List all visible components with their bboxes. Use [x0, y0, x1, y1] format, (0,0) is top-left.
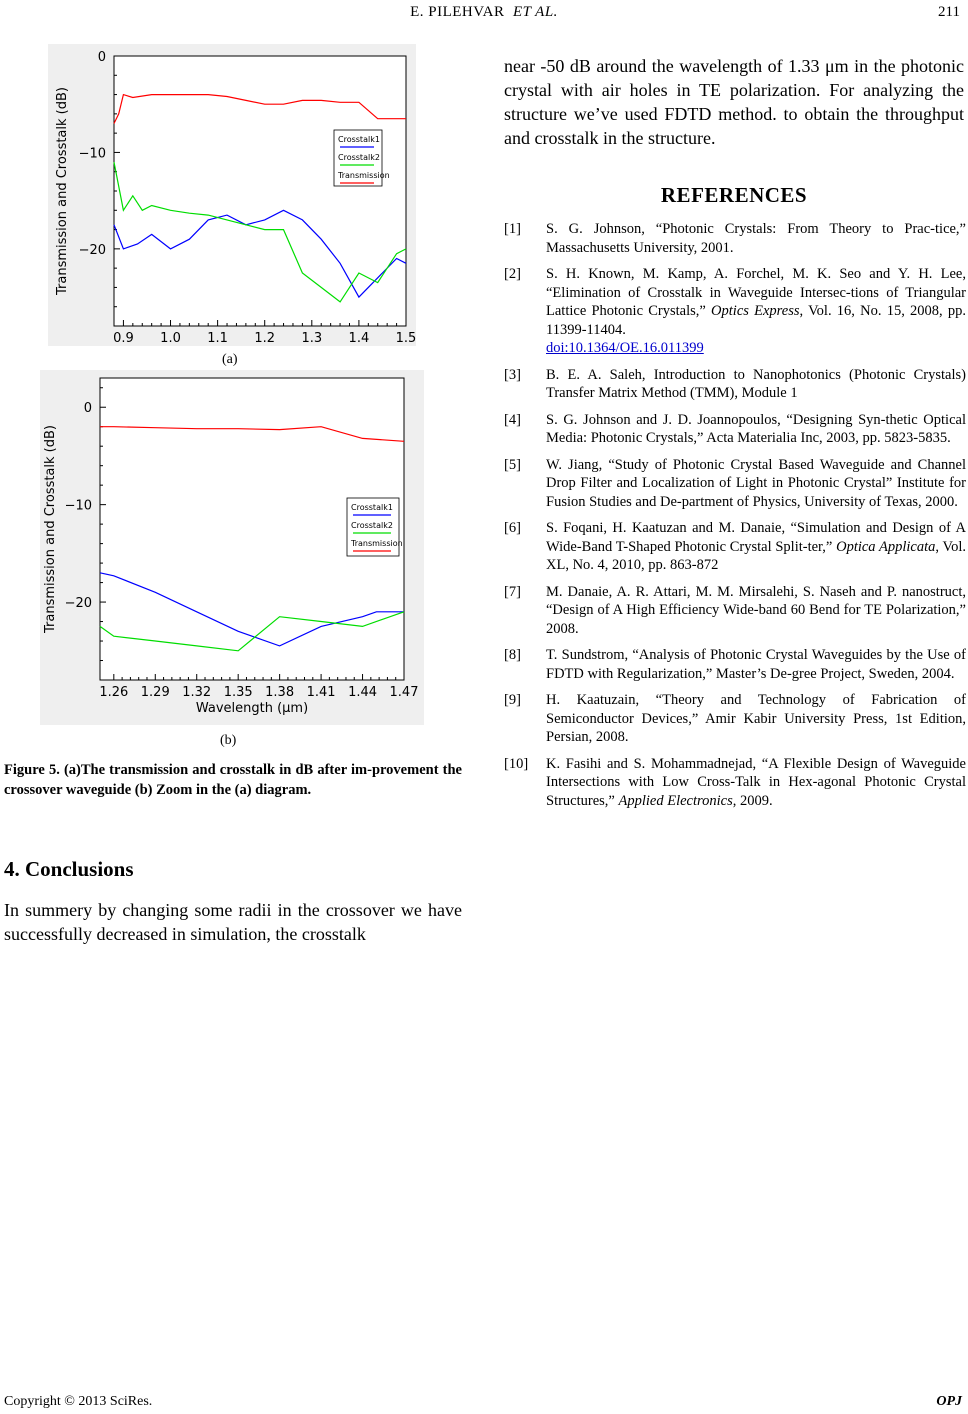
x-tick-label: 1.41	[306, 685, 336, 700]
y-tick-label: −10	[78, 146, 106, 162]
x-tick-label: 1.29	[140, 685, 170, 700]
reference-number: [1]	[504, 221, 521, 237]
reference-text: W. Jiang, “Study of Photonic Crystal Based Waveguide and Channel Drop Filter and Localization of Light in Photonic Crystal” Institute for Fusion Studies and De-partment of Physics, University of Texas, 2000.	[546, 456, 966, 510]
reference-journal: Applied Electronics	[618, 792, 733, 809]
x-tick-label: 1.35	[223, 685, 253, 700]
chart-b	[40, 370, 424, 725]
reference-item	[504, 220, 966, 257]
reference-text: T. Sundstrom, “Analysis of Photonic Crystal Waveguides by the Use of FDTD with Regularization,” Master’s De-gree Project, Sweden, 2004.	[546, 647, 966, 682]
reference-details: , Vol. XL, No. 4, 2010, pp. 863-872	[546, 538, 966, 573]
reference-number: [5]	[504, 456, 521, 473]
reference-authors-title: K. Fasihi and S. Mohammadnejad, “A Flexible Design of Waveguide Intersections with Low Cross-Talk in Hex-agonal Photonic Crystal Structures,”	[546, 755, 966, 809]
reference-item	[504, 366, 966, 403]
legend-label: Transmission	[351, 539, 403, 548]
reference-item	[504, 646, 966, 683]
reference-journal: Optica Applicata	[836, 538, 936, 555]
reference-text: B. E. A. Saleh, Introduction to Nanophotonics (Photonic Crystals) Transfer Matrix Method (TMM), Module 1	[546, 366, 966, 401]
x-tick-label: 1.26	[99, 685, 129, 700]
x-tick-label: 1.2	[254, 331, 276, 346]
subfigure-b-caption: (b)	[220, 733, 237, 748]
plot-area	[114, 56, 406, 326]
reference-number: [4]	[504, 411, 521, 428]
conclusion-paragraph: In summery by changing some radii in the crossover we have successfully decreased in simulation, the crosstalk	[4, 900, 462, 944]
reference-text	[546, 265, 966, 358]
legend-label: Crosstalk2	[338, 153, 380, 162]
x-tick-label: 1.1	[207, 331, 228, 346]
y-tick-label: −20	[78, 242, 106, 258]
references-heading: REFERENCES	[660, 183, 808, 207]
reference-text: M. Danaie, A. R. Attari, M. M. Mirsalehi, S. Naseh and P. nanostruct, “Design of A High Efficiency Wide-band 60 Bend for TE Polarization,” 2008.	[546, 583, 966, 637]
reference-details: , Vol. 16, No. 15, 2008, pp. 11399-11404.	[546, 303, 966, 338]
reference-number: [9]	[504, 692, 521, 708]
x-tick-label: 1.4	[348, 331, 370, 346]
reference-text	[546, 519, 966, 575]
legend-label: Crosstalk1	[338, 135, 380, 144]
y-tick-label: 0	[97, 50, 106, 65]
y-tick-label: 0	[83, 401, 92, 417]
figure-caption: Figure 5. (a)The transmission and crosstalk in dB after im-provement the crossover waveguide (b) Zoom in the (a) diagram.	[4, 762, 462, 798]
y-axis-label: Transmission and Crosstalk (dB)	[43, 425, 58, 633]
reference-number: [6]	[504, 520, 521, 536]
page-number: 211	[938, 4, 960, 20]
reference-authors-title: S. H. Known, M. Kamp, A. Forchel, M. K. Seo and Y. H. Lee, “Elimination of Crosstalk in Waveguide Intersec-tions of Triangular Lattice Photonic Crystals,”	[546, 266, 966, 319]
reference-text: H. Kaatuzain, “Theory and Technology of Fabrication of Semiconductor Devices,” Amir Kabir University Press, 1st Edition, Persian, 2008.	[546, 692, 966, 745]
reference-item	[504, 519, 966, 575]
reference-item	[504, 755, 966, 811]
chart-a	[48, 44, 416, 346]
reference-item	[504, 411, 966, 448]
figure-5b	[40, 370, 424, 725]
x-tick-label: 1.47	[389, 685, 419, 700]
footer-copyright: Copyright © 2013 SciRes.	[4, 1394, 153, 1409]
y-axis-label: Transmission and Crosstalk (dB)	[55, 87, 70, 295]
section-heading: 4. Conclusions	[4, 857, 134, 881]
x-tick-label: 1.0	[160, 331, 181, 346]
header-author: E. PILEHVAR	[410, 4, 505, 20]
reference-details: , 2009.	[732, 792, 773, 809]
reference-journal: Optics Express	[711, 303, 800, 319]
legend-label: Crosstalk1	[351, 503, 393, 512]
header-et-al: ET AL.	[512, 4, 558, 20]
x-tick-label: 1.3	[301, 331, 323, 346]
y-tick-label: −20	[64, 596, 92, 612]
y-tick-label: −10	[64, 498, 92, 514]
references-list	[504, 220, 966, 818]
reference-text: S. G. Johnson and J. D. Joannopoulos, “Designing Syn-thetic Optical Media: Photonic Crystals,” Acta Materialia Inc, 2003, pp. 5823-5835.	[546, 411, 966, 446]
reference-number: [8]	[504, 647, 521, 663]
reference-item	[504, 691, 966, 747]
reference-item	[504, 265, 966, 358]
figure-5a	[48, 44, 416, 346]
x-axis-label: Wavelength (μm)	[195, 701, 309, 716]
reference-number: [3]	[504, 366, 521, 383]
reference-text: S. G. Johnson, “Photonic Crystals: From Theory to Prac-tice,” Massachusetts University, 2001.	[546, 221, 966, 256]
x-tick-label: 0.9	[113, 331, 134, 346]
reference-number: [2]	[504, 266, 521, 282]
footer-journal: OPJ	[936, 1394, 962, 1409]
reference-item	[504, 583, 966, 639]
reference-number: [10]	[504, 755, 529, 772]
x-tick-label: 1.44	[348, 685, 378, 700]
reference-item	[504, 456, 966, 512]
reference-text	[546, 755, 966, 811]
reference-doi-link[interactable]: doi:10.1364/OE.16.011399	[546, 340, 704, 356]
x-tick-label: 1.32	[182, 685, 212, 700]
subfigure-a-caption: (a)	[222, 352, 238, 367]
right-column-paragraph: near -50 dB around the wavelength of 1.33 μm in the photonic crystal with air holes in TE polarization. For analyzing the structure we’ve used FDTD method. to obtain the throughput and crosstalk in the structure.	[504, 56, 964, 148]
legend-label: Transmission	[338, 171, 390, 180]
legend-label: Crosstalk2	[351, 521, 393, 530]
reference-number: [7]	[504, 583, 521, 600]
x-tick-label: 1.5	[395, 331, 416, 346]
running-header	[0, 4, 968, 21]
reference-authors-title: S. Foqani, H. Kaatuzan and M. Danaie, “Simulation and Design of A Wide-Band T-Shaped Photonic Crystal Split-ter,”	[546, 520, 966, 555]
x-tick-label: 1.38	[265, 685, 295, 700]
